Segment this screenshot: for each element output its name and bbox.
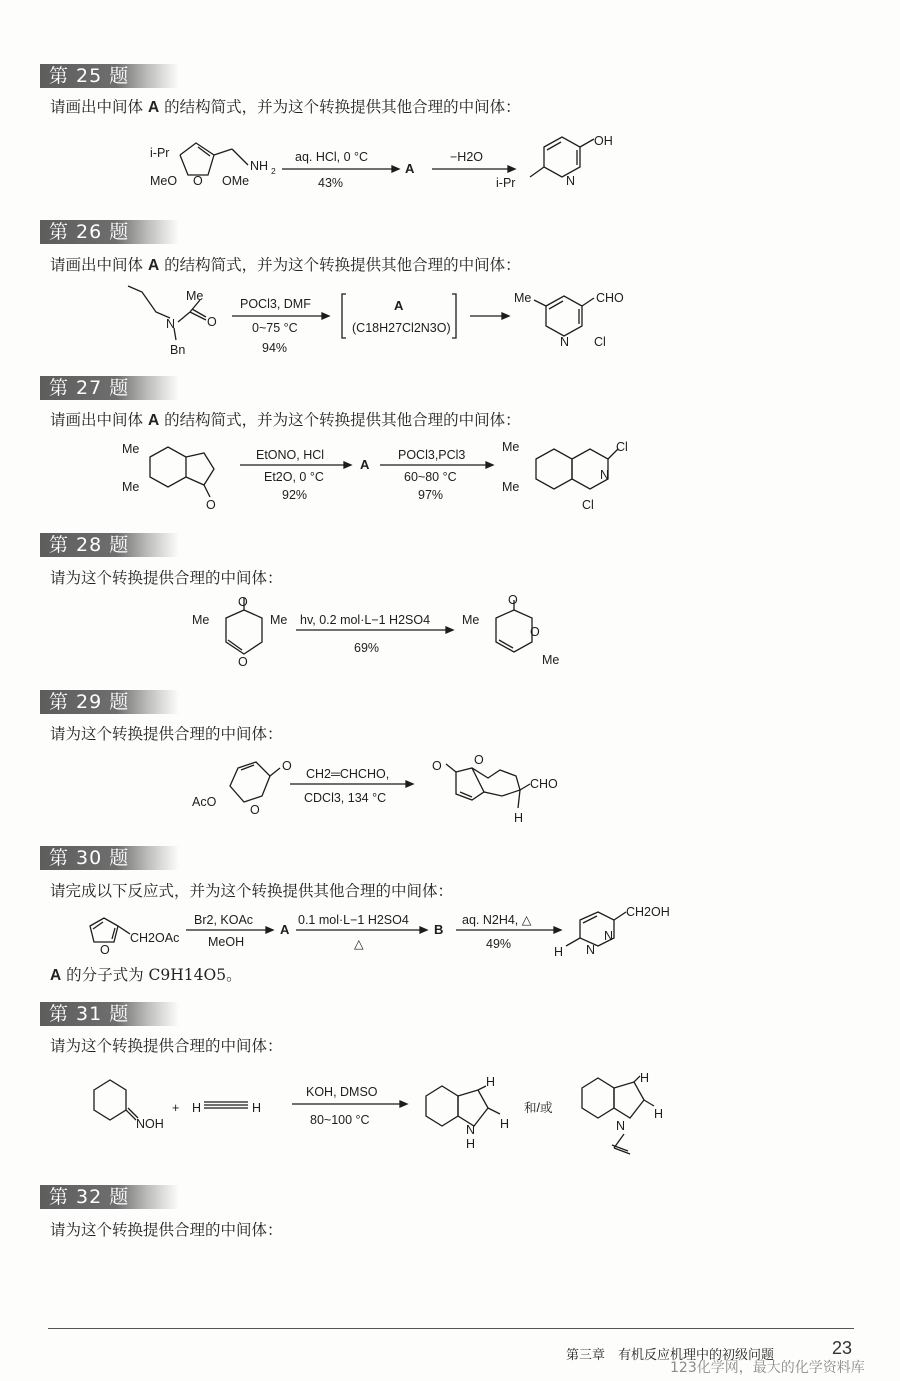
problem-31-prompt: 请为这个转换提供合理的中间体： — [50, 1037, 283, 1055]
arrow1-reagent: POCl3, DMF — [240, 297, 311, 311]
cl2-label: Cl — [582, 498, 594, 512]
h1-label: H — [192, 1101, 202, 1115]
intermediate-b: B — [434, 922, 444, 937]
n2-label: N — [586, 943, 596, 957]
ch2oh-label: CH2OH — [626, 905, 670, 919]
plus-sign: + — [172, 1101, 180, 1115]
problem-29-scheme — [0, 750, 900, 830]
problem-26-header: 第 26 题 — [40, 220, 179, 244]
me3-label: Me — [502, 440, 520, 454]
n2-label: N — [616, 1119, 626, 1133]
intermediate-a: A — [280, 922, 290, 937]
o2-label: O — [250, 803, 260, 817]
me2-label: Me — [122, 480, 140, 494]
noh-label: NOH — [136, 1117, 164, 1131]
arrow2-reagent: −H2O — [450, 150, 484, 164]
o3-label: O — [432, 759, 442, 773]
problem-27-header: 第 27 题 — [40, 376, 179, 400]
arrow1-yield: 94% — [262, 341, 288, 355]
me2-label: Me — [270, 613, 288, 627]
problem-30-note: A 的分子式为 C9H14O5。 — [50, 966, 242, 984]
arrow1-yield: 43% — [318, 176, 344, 190]
arrow3-yield: 49% — [486, 937, 512, 951]
n2-label: N — [560, 335, 570, 349]
o4-label: O — [474, 753, 484, 767]
problem-25-scheme — [0, 125, 900, 205]
ring-o-label: O — [193, 174, 203, 188]
problem-26-scheme — [0, 280, 900, 360]
o1-label: O — [238, 595, 248, 609]
h-label: H — [514, 811, 524, 825]
problem-29-header: 第 29 题 — [40, 690, 179, 714]
problem-28-prompt: 请为这个转换提供合理的中间体： — [50, 569, 283, 587]
o-label: O — [206, 498, 216, 512]
h2-label: H — [252, 1101, 262, 1115]
problem-26-prompt: 请画出中间体 A 的结构简式，并为这个转换提供其他合理的中间体： — [50, 256, 521, 274]
n-label: N — [566, 174, 576, 188]
arrow2-reagent: 0.1 mol·L−1 H2SO4 — [298, 913, 409, 927]
h-label: H — [554, 945, 564, 959]
ome-label: OMe — [222, 174, 250, 188]
o3-label: O — [508, 593, 518, 607]
intermediate-a: A — [360, 457, 370, 472]
arrow1-cond: Et2O, 0 °C — [264, 470, 324, 484]
oh-label: OH — [594, 134, 613, 148]
problem-27-prompt: 请画出中间体 A 的结构简式，并为这个转换提供其他合理的中间体： — [50, 411, 521, 429]
me1-label: Me — [192, 613, 210, 627]
arrow1-reagent: KOH, DMSO — [306, 1085, 378, 1099]
n-label: N — [166, 317, 176, 331]
cl1-label: Cl — [616, 440, 628, 454]
me3-label: Me — [462, 613, 480, 627]
ch2oac-label: CH2OAc — [130, 931, 180, 945]
arrow1-reagent: CH2═CHCHO, — [306, 767, 390, 781]
problem-31-scheme — [0, 1068, 900, 1158]
intermediate-a: A — [405, 161, 415, 176]
o2-label: O — [238, 655, 248, 669]
me4-label: Me — [542, 653, 560, 667]
arrow3-reagent: aq. N2H4, △ — [462, 913, 532, 927]
ipr-label: i-Pr — [150, 146, 170, 160]
problem-30-scheme — [0, 902, 900, 962]
problem-31-header: 第 31 题 — [40, 1002, 179, 1026]
nh-h-label: H — [466, 1137, 476, 1151]
meo-label: MeO — [150, 174, 178, 188]
me-label: Me — [186, 289, 204, 303]
arrow2-heat: △ — [354, 937, 364, 951]
arrow2-yield: 97% — [418, 488, 444, 502]
cho-label: CHO — [530, 777, 558, 791]
n-label: N — [600, 468, 610, 482]
and-or-text: 和/或 — [524, 1101, 553, 1115]
problem-29-prompt: 请为这个转换提供合理的中间体： — [50, 725, 283, 743]
problem-32-prompt: 请为这个转换提供合理的中间体： — [50, 1221, 283, 1239]
aco-label: AcO — [192, 795, 217, 809]
cl-label: Cl — [594, 335, 606, 349]
nh2-label: NH — [250, 159, 269, 173]
cho-label: CHO — [596, 291, 624, 305]
arrow1-reagent: aq. HCl, 0 °C — [295, 150, 369, 164]
arrow2-temp: 60~80 °C — [404, 470, 457, 484]
me2-label: Me — [514, 291, 532, 305]
arrow1-yield: 69% — [354, 641, 380, 655]
arrow2-reagent: POCl3,PCl3 — [398, 448, 466, 462]
svg-text:2: 2 — [271, 166, 276, 176]
arrow1-yield: 92% — [282, 488, 308, 502]
h5-label: H — [640, 1071, 650, 1085]
problem-28-scheme — [0, 592, 900, 672]
arrow1-reagent: Br2, KOAc — [194, 913, 254, 927]
problem-32-header: 第 32 题 — [40, 1185, 179, 1209]
furan-o-label: O — [100, 943, 110, 957]
h4-label: H — [500, 1117, 510, 1131]
problem-30-header: 第 30 题 — [40, 846, 179, 870]
problem-25-prompt: 请画出中间体 A 的结构简式，并为这个转换提供其他合理的中间体： — [50, 98, 521, 116]
watermark: 123化学网，最大的化学资料库 — [670, 1360, 865, 1376]
problem-25-header: 第 25 题 — [40, 64, 179, 88]
me1-label: Me — [122, 442, 140, 456]
h3-label: H — [486, 1075, 496, 1089]
ipr2-label: i-Pr — [496, 176, 516, 190]
bn-label: Bn — [170, 343, 186, 357]
problem-27-scheme — [0, 435, 900, 515]
me4-label: Me — [502, 480, 520, 494]
h6-label: H — [654, 1107, 664, 1121]
footer-rule — [48, 1328, 854, 1329]
intermediate-formula: (C18H27Cl2N3O) — [352, 321, 451, 335]
arrow1-solvent: MeOH — [208, 935, 245, 949]
problem-30-prompt: 请完成以下反应式，并为这个转换提供其他合理的中间体： — [50, 882, 454, 900]
arrow1-cond: CDCl3, 134 °C — [304, 791, 387, 805]
arrow1-temp: 80~100 °C — [310, 1113, 370, 1127]
o4-label: O — [530, 625, 540, 639]
intermediate-a: A — [394, 298, 404, 313]
footer-chapter: 第三章 有机反应机理中的初级问题 — [566, 1348, 775, 1363]
nh-label: N — [466, 1123, 476, 1137]
arrow1-reagent: hv, 0.2 mol·L−1 H2SO4 — [300, 613, 431, 627]
problem-28-header: 第 28 题 — [40, 533, 179, 557]
arrow1-reagent: EtONO, HCl — [256, 448, 325, 462]
page-number: 23 — [832, 1338, 853, 1358]
o-label: O — [207, 315, 217, 329]
o1-label: O — [282, 759, 292, 773]
n1-label: N — [604, 929, 614, 943]
arrow1-temp: 0~75 °C — [252, 321, 298, 335]
